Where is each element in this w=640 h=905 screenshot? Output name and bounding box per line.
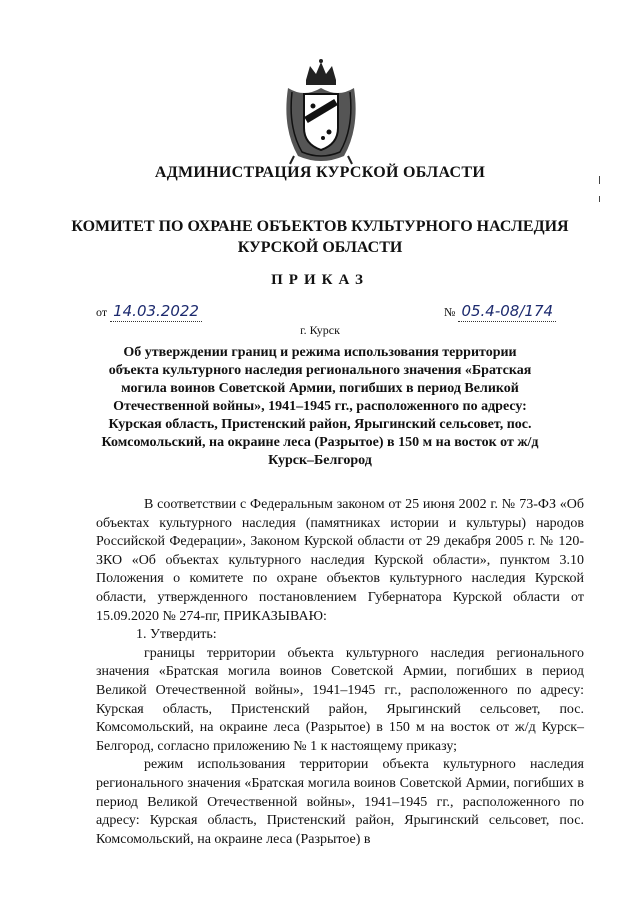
document-type: ПРИКАЗ (271, 272, 369, 288)
order-title: Об утверждении границ и режима использования территории объекта культурного наследия регионального значения «Братская могила воинов Советской Армии, погибших в период Великой Отечественной войны», 1941–1945 гг., расположенного по адресу: Курская область, Пристенский район, Ярыгинский сельсовет, пос. Комсомольский, на окраине леса (Разрытое) в 150 м на восток от ж/д Курск–Белгород (101, 345, 539, 468)
order-body (96, 496, 584, 849)
committee-name-line1: КОМИТЕТ ПО ОХРАНЕ ОБЪЕКТОВ КУЛЬТУРНОГО НАСЛЕДИЯ (71, 218, 569, 235)
scan-margin-mark (599, 176, 600, 184)
paragraph-preamble: В соответствии с Федеральным законом от 25 июня 2002 г. № 73-ФЗ «Об объектах культурного наследия (памятниках истории и культуры) народов Российской Федерации», Законом Курской области от 29 декабря 2005 г. № 120-ЗКО «Об объектах культурного наследия Курской области», пунктом 3.10 Положения о комитете по охране объектов культурного наследия Курской области, утвержденного постановлением Губернатора Курской области от 15.09.2020 № 274-пг, ПРИКАЗЫВАЮ: (96, 497, 584, 624)
scan-margin-mark (599, 196, 600, 202)
committee-name (0, 216, 640, 258)
administration-name: АДМИНИСТРАЦИЯ КУРСКОЙ ОБЛАСТИ (154, 164, 486, 181)
city: г. Курск (300, 323, 340, 337)
number-prefix: № (444, 305, 456, 319)
committee-name-line2: КУРСКОЙ ОБЛАСТИ (237, 239, 403, 256)
order-number (444, 302, 556, 320)
paragraph-regime: режим использования территории объекта культурного наследия регионального значения «Братская могила воинов Советской Армии, погибших в период Великой Отечественной войны», 1941–1945 гг., расположенного по адресу: Курская область, Пристенский район, Ярыгинский сельсовет, пос. Комсомольский, на окраине леса (Разрытое) в (96, 757, 584, 847)
number-value: 05.4-08/174 (458, 302, 556, 322)
paragraph-boundaries: границы территории объекта культурного наследия регионального значения «Братская могила воинов Советской Армии, погибших в период Великой Отечественной войны», 1941–1945 гг., расположенного по адресу: Курская область, Пристенский район, Ярыгинский сельсовет, пос. Комсомольский, на окраине леса (Разрытое) в 150 м на восток от ж/д Курск–Белгород, согласно приложению № 1 к настоящему приказу; (96, 645, 584, 754)
coat-of-arms-icon (280, 58, 362, 168)
paragraph-approve: 1. Утвердить: (136, 627, 217, 643)
date-prefix: от (96, 305, 108, 319)
date-value: 14.03.2022 (110, 302, 202, 322)
order-date (96, 302, 202, 320)
